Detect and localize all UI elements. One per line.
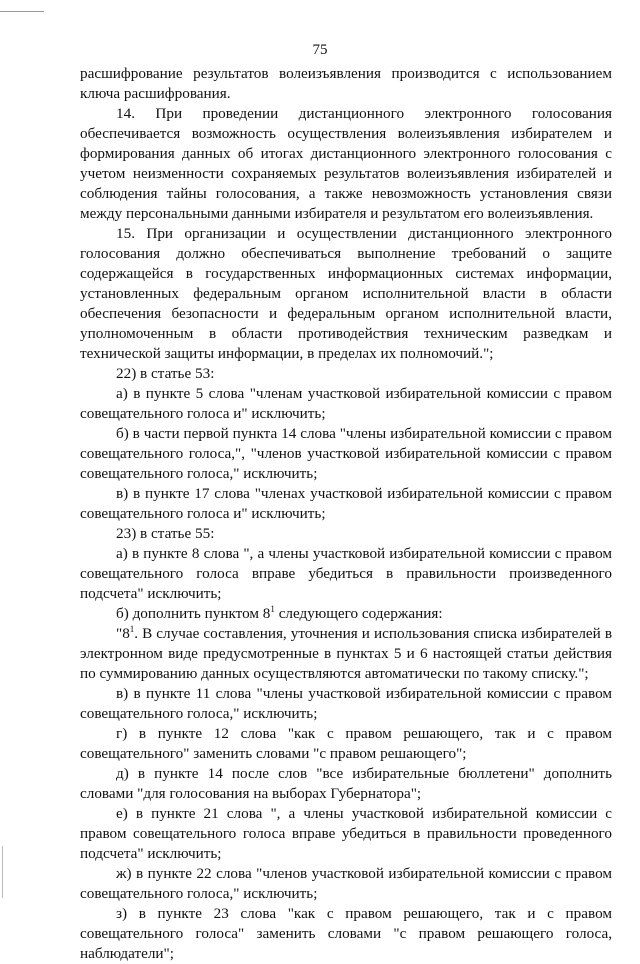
document-body: [80, 64, 612, 964]
superscript: 1: [129, 623, 135, 634]
paragraph-text: . В случае составления, уточнения и использования списка избирателей в электронном виде предусмотренные в пунктах 5 и 6 настоящей статьи действия по суммированию данных осуществляются автоматически по такому списку.";: [80, 625, 612, 682]
paragraph: д) в пункте 14 после слов "все избирательные бюллетени" дополнить словами "для голосования на выборах Губернатора";: [80, 765, 612, 802]
paragraph-text: следующего содержания:: [274, 605, 443, 622]
paragraph: 23) в статье 55:: [116, 525, 215, 542]
paragraph: г) в пункте 12 слова "как с правом решающего, так и с правом совещательного" заменить словами "с правом решающего";: [80, 725, 612, 762]
paragraph-text: б) дополнить пунктом 8: [116, 605, 271, 622]
paragraph: ж) в пункте 22 слова "членов участковой избирательной комиссии с правом совещательного голоса," исключить;: [80, 865, 612, 902]
paragraph: 22) в статье 53:: [116, 365, 215, 382]
top-rule: [0, 11, 44, 12]
paragraph: 15. При организации и осуществлении дистанционного электронного голосования должно обеспечиваться выполнение требований о защите содержащейся в государственных информационных системах информации, установленных федеральным органом исполнительной власти в области обеспечения безопасности и федеральным органом исполнительной власти, уполномоченным в области противодействия техническим разведкам и технической защиты информации, в пределах их полномочий.";: [80, 225, 612, 362]
paragraph: 14. При проведении дистанционного электронного голосования обеспечивается возможность осуществления волеизъявления избирателем и формирования данных об итогах дистанционного электронного голосования с учетом неизменности сохраняемых результатов волеизъявления избирателей и соблюдения тайны голосования, а также невозможность установления связи между персональными данными избирателя и результатом его волеизъявления.: [80, 105, 612, 222]
scan-margin-mark: [2, 846, 3, 898]
paragraph: в) в пункте 11 слова "члены участковой избирательной комиссии с правом совещательного голоса," исключить;: [80, 685, 612, 722]
page-number: 75: [312, 42, 328, 58]
paragraph: [80, 624, 612, 684]
paragraph: а) в пункте 8 слова ", а члены участковой избирательной комиссии с правом совещательного голоса вправе убедиться в правильности произведенного подсчета" исключить;: [80, 545, 612, 602]
paragraph-text: "8: [116, 625, 130, 642]
paragraph: б) в части первой пункта 14 слова "члены избирательной комиссии с правом совещательного голоса,", "членов участковой избирательной комиссии с правом совещательного голоса," исключить;: [80, 425, 612, 482]
paragraph: расшифрование результатов волеизъявления производится с использованием ключа расшифрования.: [80, 65, 612, 102]
paragraph: [80, 604, 612, 624]
paragraph: в) в пункте 17 слова "членах участковой избирательной комиссии с правом совещательного голоса и" исключить;: [80, 485, 612, 522]
superscript: 1: [270, 603, 275, 614]
paragraph: е) в пункте 21 слова ", а члены участковой избирательной комиссии с правом совещательного голоса вправе убедиться в правильности проведенного подсчета" исключить;: [80, 805, 612, 862]
paragraph: з) в пункте 23 слова "как с правом решающего, так и с правом совещательного голоса" заменить словами "с правом решающего голоса, наблюдатели";: [80, 905, 612, 962]
paragraph: а) в пункте 5 слова "членам участковой избирательной комиссии с правом совещательного голоса и" исключить;: [80, 385, 612, 422]
